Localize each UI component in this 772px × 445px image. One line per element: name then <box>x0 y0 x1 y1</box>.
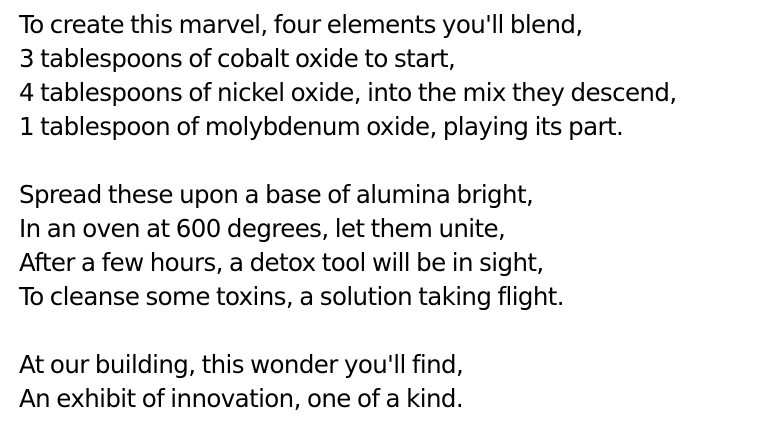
poem-line: Spread these upon a base of alumina bright, <box>19 180 534 209</box>
stanza-1 <box>19 8 764 144</box>
poem-line: To cleanse some toxins, a solution taking flight. <box>19 282 564 311</box>
stanza-2 <box>19 178 764 314</box>
poem-line: To create this marvel, four elements you'll blend, <box>19 10 583 39</box>
poem-line: 1 tablespoon of molybdenum oxide, playing its part. <box>19 112 624 141</box>
poem-line: After a few hours, a detox tool will be in sight, <box>19 248 544 277</box>
poem-line: 3 tablespoons of cobalt oxide to start, <box>19 44 456 73</box>
poem-text <box>19 8 764 416</box>
poem-line: At our building, this wonder you'll find, <box>19 350 464 379</box>
poem-line: In an oven at 600 degrees, let them unite, <box>19 214 506 243</box>
poem-line: An exhibit of innovation, one of a kind. <box>19 384 464 413</box>
poem-line: 4 tablespoons of nickel oxide, into the mix they descend, <box>19 78 677 107</box>
stanza-3 <box>19 348 764 416</box>
